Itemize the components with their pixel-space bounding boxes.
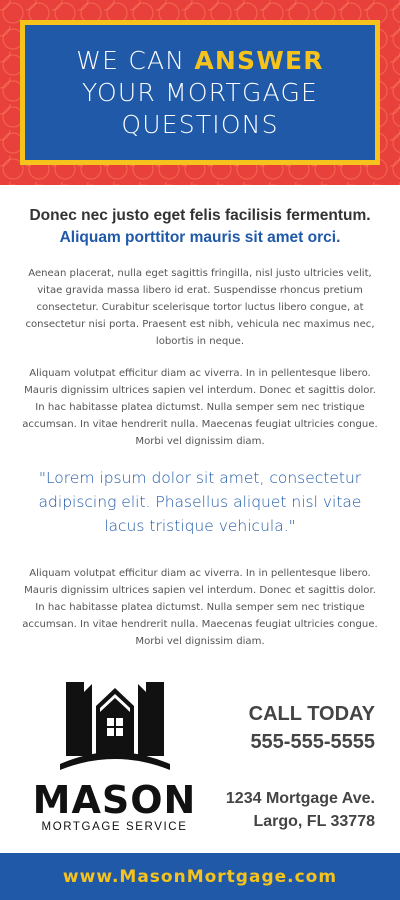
intro-line-2: Aliquam porttitor mauris sit amet orci. [59,229,341,246]
call-block [249,700,375,756]
headline-box [20,20,380,165]
intro-line-1: Donec nec justo eget felis facilisis fermentum. [29,207,371,224]
logo-subtitle: MORTGAGE SERVICE [41,821,188,833]
address-block [226,787,375,833]
phone-number: 555-555-5555 [250,731,375,753]
website-link[interactable]: www.MasonMortgage.com [62,866,338,887]
body-paragraph-3: Aliquam volutpat efficitur diam ac viverra. In in pellentesque libero. Mauris dignissim ultrices sapien vel interdum. Donec et sagittis dolor. In hac habitasse platea dictumst. Nulla semper sem nec tristique accumsan. In vitae hendrerit nulla. Maecenas feugiat ultricies congue. Morbi vel dignissim diam. [22,568,378,647]
houses-icon [60,678,170,778]
headline-prefix: WE CAN [76,45,195,75]
address-line-2: Largo, FL 33778 [253,813,375,830]
body-paragraph-1: Aenean placerat, nulla eget sagittis fringilla, nisl justo ultricies velit, vitae gravida massa libero id erat. Suspendisse rhoncus pretium consectetur. Curabitur scelerisque tortor luctus libero congue, at consectetur nisi porta. Praesent est nibh, vehicula nec maximus nec, lobortis in neque. [25,268,375,347]
headline-line-3: QUESTIONS [121,109,279,139]
header-banner [0,0,400,185]
intro [0,205,400,249]
headline-accent: ANSWER [194,45,324,75]
address-line-1: 1234 Mortgage Ave. [225,790,375,807]
footer-bar [0,853,400,900]
body-paragraph-2: Aliquam volutpat efficitur diam ac viverra. In in pellentesque libero. Mauris dignissim ultrices sapien vel interdum. Donec et sagittis dolor. In hac habitasse platea dictumst. Nulla semper sem nec tristique accumsan. In vitae hendrerit nulla. Maecenas feugiat ultricies congue. Morbi vel dignissim diam. [22,368,378,447]
company-logo [22,678,207,838]
headline-line-2: YOUR MORTGAGE [81,77,319,107]
headline-line-1 [76,45,323,77]
call-label: CALL TODAY [248,703,375,725]
logo-name: MASON [32,778,197,822]
pull-quote: "Lorem ipsum dolor sit amet, consectetur adipiscing elit. Phasellus aliquet nisl vitae lacus tristique vehicula." [38,469,362,535]
